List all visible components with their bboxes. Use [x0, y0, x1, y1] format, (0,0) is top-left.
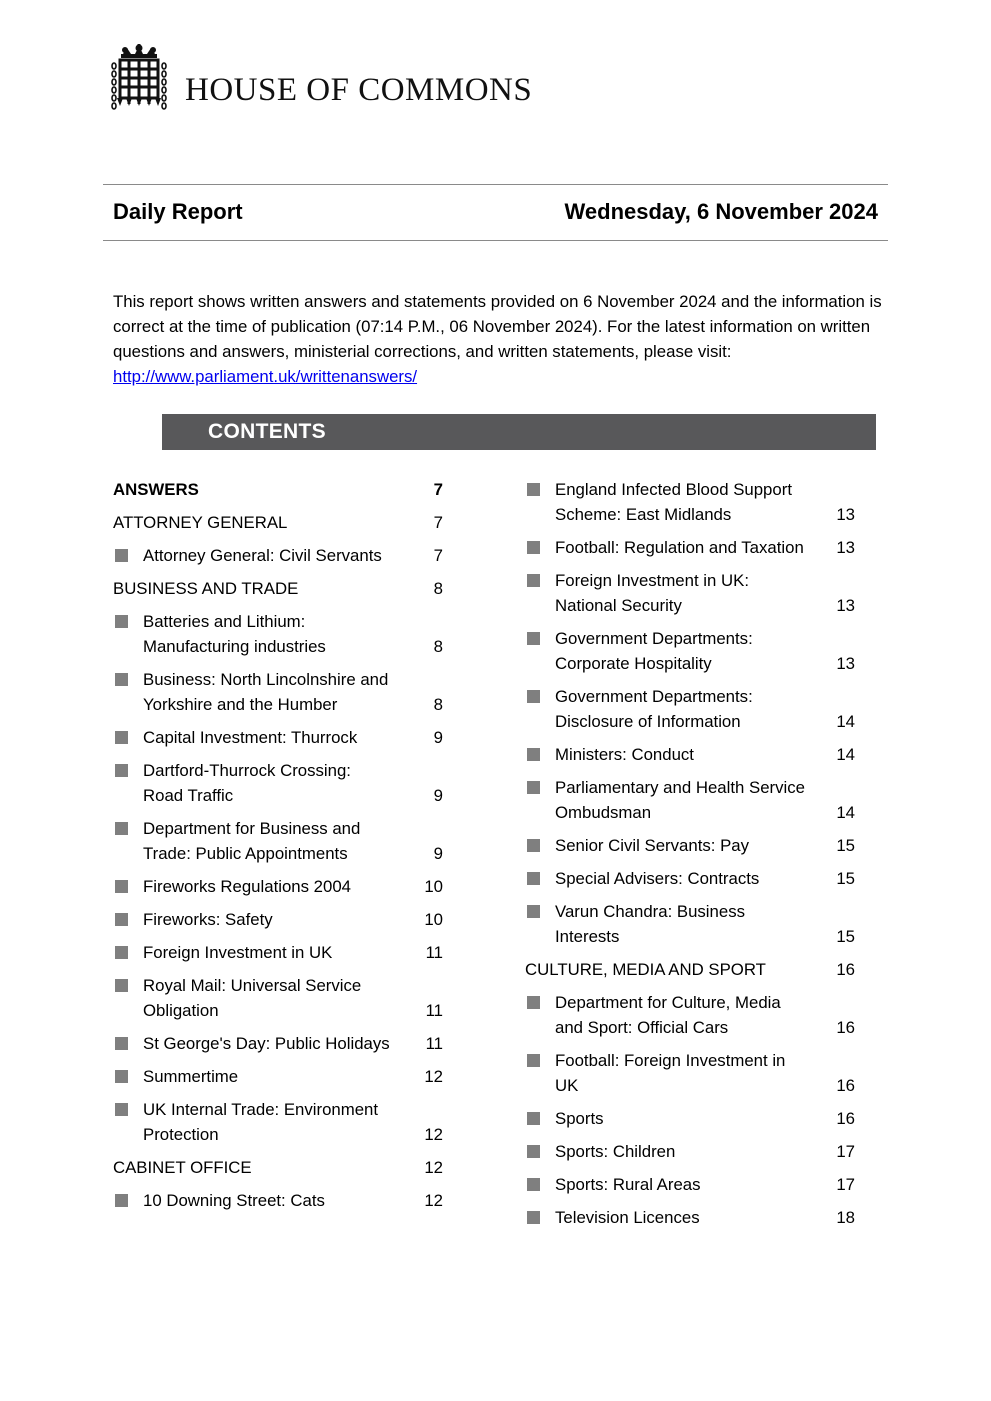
toc-page-number: 15: [836, 927, 855, 946]
toc-item[interactable]: [525, 477, 855, 527]
toc-item[interactable]: [525, 866, 855, 891]
toc-label: BUSINESS AND TRADE: [113, 579, 299, 598]
toc-page-number: 7: [433, 546, 443, 565]
toc-page-number: 10: [424, 910, 443, 929]
toc-label: Department for Business and Trade: Public Appointments: [143, 819, 361, 863]
toc-left-column: [113, 477, 443, 1221]
toc-label: Fireworks: Safety: [143, 910, 273, 929]
toc-page-number: 18: [836, 1208, 855, 1227]
toc-label: Department for Culture, Media and Sport: Official Cars: [555, 993, 781, 1037]
toc-item[interactable]: [525, 1172, 855, 1197]
toc-label: Capital Investment: Thurrock: [143, 728, 358, 747]
toc-page-number: 9: [433, 844, 443, 863]
toc-label: England Infected Blood Support Scheme: East Midlands: [555, 480, 792, 524]
bullet-square-icon: [115, 880, 128, 893]
toc-section-heading[interactable]: [113, 477, 443, 502]
bullet-square-icon: [115, 549, 128, 562]
toc-page-number: 15: [836, 836, 855, 855]
toc-page-number: 15: [836, 869, 855, 888]
toc-page-number: 17: [836, 1175, 855, 1194]
toc-page-number: 7: [433, 480, 443, 499]
toc-item[interactable]: [525, 833, 855, 858]
bullet-square-icon: [527, 839, 540, 852]
toc-item[interactable]: [113, 667, 443, 717]
toc-label: Business: North Lincolnshire and Yorkshire and the Humber: [143, 670, 389, 714]
toc-item[interactable]: [113, 1097, 443, 1147]
toc-page-number: 8: [433, 695, 443, 714]
header-rule-bottom: [103, 240, 888, 241]
bullet-square-icon: [115, 1070, 128, 1083]
bullet-square-icon: [527, 996, 540, 1009]
toc-page-number: 12: [424, 1158, 443, 1177]
toc-section-heading[interactable]: [113, 510, 443, 535]
bullet-square-icon: [115, 1037, 128, 1050]
intro-text: This report shows written answers and statements provided on 6 November 2024 and the information is correct at the time of publication (07:14 P.M., 06 November 2024). For the latest information on written questions and answers, ministerial corrections, and written statements, please visit:: [113, 292, 882, 361]
report-date: Wednesday, 6 November 2024: [564, 199, 878, 224]
toc-label: Government Departments: Disclosure of Information: [555, 687, 753, 731]
bullet-square-icon: [115, 913, 128, 926]
bullet-square-icon: [115, 979, 128, 992]
toc-label: Batteries and Lithium: Manufacturing industries: [143, 612, 326, 656]
bullet-square-icon: [527, 483, 540, 496]
toc-label: Special Advisers: Contracts: [555, 869, 760, 888]
toc-section-heading[interactable]: [525, 957, 855, 982]
toc-page-number: 8: [433, 637, 443, 656]
toc-item[interactable]: [525, 1205, 855, 1230]
toc-item[interactable]: [113, 907, 443, 932]
toc-label: Dartford-Thurrock Crossing: Road Traffic: [143, 761, 351, 805]
bullet-square-icon: [527, 1112, 540, 1125]
toc-item[interactable]: [525, 568, 855, 618]
toc-page-number: 16: [836, 1018, 855, 1037]
toc-label: Ministers: Conduct: [555, 745, 694, 764]
contents-title: CONTENTS: [208, 420, 326, 443]
toc-item[interactable]: [113, 973, 443, 1023]
toc-page-number: 12: [424, 1125, 443, 1144]
toc-label: Royal Mail: Universal Service Obligation: [143, 976, 362, 1020]
intro-paragraph: [113, 289, 888, 389]
toc-page-number: 11: [425, 1001, 443, 1020]
toc-page-number: 16: [836, 1076, 855, 1095]
bullet-square-icon: [527, 872, 540, 885]
toc-page-number: 9: [433, 728, 443, 747]
bullet-square-icon: [115, 731, 128, 744]
toc-item[interactable]: [525, 742, 855, 767]
toc-item[interactable]: [113, 1031, 443, 1056]
toc-item[interactable]: [525, 1106, 855, 1131]
toc-page-number: 13: [836, 538, 855, 557]
toc-item[interactable]: [113, 758, 443, 808]
toc-section-heading[interactable]: [113, 576, 443, 601]
toc-item[interactable]: [113, 609, 443, 659]
toc-page-number: 11: [425, 943, 443, 962]
toc-item[interactable]: [113, 1188, 443, 1213]
bullet-square-icon: [115, 1194, 128, 1207]
toc-label: Sports: [555, 1109, 604, 1128]
toc-item[interactable]: [525, 775, 855, 825]
toc-page-number: 13: [836, 654, 855, 673]
toc-item[interactable]: [113, 940, 443, 965]
toc-label: Attorney General: Civil Servants: [143, 546, 382, 565]
header-rule-top: [103, 184, 888, 185]
bullet-square-icon: [527, 1145, 540, 1158]
bullet-square-icon: [115, 764, 128, 777]
toc-page-number: 10: [424, 877, 443, 896]
portcullis-logo-icon: [111, 44, 167, 117]
toc-item[interactable]: [525, 1139, 855, 1164]
toc-page-number: 14: [836, 803, 855, 822]
bullet-square-icon: [527, 632, 540, 645]
toc-item[interactable]: [525, 626, 855, 676]
toc-item[interactable]: [525, 899, 855, 949]
toc-label: Sports: Children: [555, 1142, 676, 1161]
toc-page-number: 7: [433, 513, 443, 532]
toc-label: Football: Regulation and Taxation: [555, 538, 804, 557]
bullet-square-icon: [527, 748, 540, 761]
toc-label: Foreign Investment in UK: National Security: [555, 571, 750, 615]
toc-label: Fireworks Regulations 2004: [143, 877, 352, 896]
contents-banner: [162, 414, 876, 450]
toc-label: Varun Chandra: Business Interests: [555, 902, 745, 946]
toc-right-column: [525, 477, 855, 1238]
bullet-square-icon: [115, 615, 128, 628]
toc-page-number: 14: [836, 712, 855, 731]
bullet-square-icon: [115, 822, 128, 835]
toc-label: CABINET OFFICE: [113, 1158, 252, 1177]
toc-page-number: 12: [424, 1191, 443, 1210]
toc-label: Government Departments: Corporate Hospitality: [555, 629, 753, 673]
toc-item[interactable]: [113, 725, 443, 750]
bullet-square-icon: [527, 905, 540, 918]
bullet-square-icon: [527, 690, 540, 703]
bullet-square-icon: [527, 1054, 540, 1067]
toc-label: 10 Downing Street: Cats: [143, 1191, 325, 1210]
toc-label: Sports: Rural Areas: [555, 1175, 701, 1194]
toc-label: CULTURE, MEDIA AND SPORT: [525, 960, 766, 979]
report-title: Daily Report: [113, 199, 243, 224]
toc-page-number: 16: [836, 960, 855, 979]
bullet-square-icon: [115, 1103, 128, 1116]
toc-item[interactable]: [113, 543, 443, 568]
toc-item[interactable]: [525, 1048, 855, 1098]
toc-label: ANSWERS: [113, 480, 199, 499]
toc-label: Senior Civil Servants: Pay: [555, 836, 749, 855]
bullet-square-icon: [527, 1178, 540, 1191]
toc-label: Football: Foreign Investment in UK: [555, 1051, 786, 1095]
org-name: HOUSE OF COMMONS: [185, 72, 533, 108]
toc-page-number: 11: [425, 1034, 443, 1053]
toc-page-number: 14: [836, 745, 855, 764]
toc-item[interactable]: [525, 990, 855, 1040]
toc-page-number: 9: [433, 786, 443, 805]
toc-label: Television Licences: [555, 1208, 700, 1227]
bullet-square-icon: [527, 781, 540, 794]
bullet-square-icon: [527, 541, 540, 554]
toc-item[interactable]: [113, 816, 443, 866]
bullet-square-icon: [527, 574, 540, 587]
toc-item[interactable]: [525, 535, 855, 560]
toc-label: St George's Day: Public Holidays: [143, 1034, 390, 1053]
toc-page-number: 12: [424, 1067, 443, 1086]
toc-page-number: 16: [836, 1109, 855, 1128]
toc-label: ATTORNEY GENERAL: [113, 513, 288, 532]
bullet-square-icon: [115, 946, 128, 959]
toc-page-number: 13: [836, 596, 855, 615]
bullet-square-icon: [527, 1211, 540, 1224]
toc-page-number: 13: [836, 505, 855, 524]
toc-page-number: 17: [836, 1142, 855, 1161]
toc-page-number: 8: [433, 579, 443, 598]
toc-label: Foreign Investment in UK: [143, 943, 333, 962]
toc-label: Parliamentary and Health Service Ombudsman: [555, 778, 805, 822]
toc-section-heading[interactable]: [113, 1155, 443, 1180]
written-answers-link[interactable]: http://www.parliament.uk/writtenanswers/: [113, 367, 418, 386]
toc-item[interactable]: [113, 874, 443, 899]
toc-item[interactable]: [113, 1064, 443, 1089]
toc-item[interactable]: [525, 684, 855, 734]
bullet-square-icon: [115, 673, 128, 686]
toc-label: UK Internal Trade: Environment Protection: [143, 1100, 379, 1144]
toc-label: Summertime: [143, 1067, 239, 1086]
